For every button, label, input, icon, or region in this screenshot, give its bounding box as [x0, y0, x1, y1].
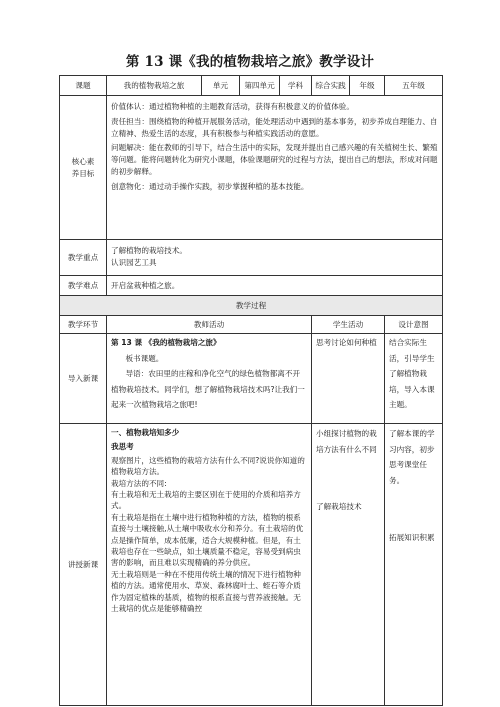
difficulty-content: 开启盆栽种植之旅。 [107, 276, 443, 296]
key-point-row [60, 240, 443, 276]
info-row [60, 76, 443, 96]
lesson-heading: 第 13 课 《我的植物栽培之旅》 [111, 338, 221, 347]
intent-cell [385, 424, 443, 706]
process-columns-row [60, 316, 443, 334]
key-point-item: 了解植物的栽培技术。 [111, 246, 187, 256]
intent-text: 了解本课的学习内容，初步思考课堂任务。 [389, 429, 435, 485]
student-text: 了解栽培技术 [316, 502, 362, 512]
literacy-content [107, 96, 443, 240]
student-activity-cell [312, 424, 385, 706]
col-stage-header: 教学环节 [60, 316, 107, 334]
literacy-item: 价值体认：通过植物种植的主题教育活动，获得有积极意义的价值体验。 [111, 102, 354, 111]
difficulty-label: 教学难点 [60, 276, 107, 296]
section-heading: 一、植物栽培知多少 [111, 428, 180, 437]
student-text: 小组探讨植物的栽培方法有什么不同 [316, 429, 377, 454]
grade-label: 年级 [350, 76, 385, 96]
col-student-header: 学生活动 [312, 316, 385, 334]
unit-value: 第四单元 [240, 76, 280, 96]
key-point-item: 认识园艺工具 [111, 258, 157, 267]
grade-value: 五年级 [385, 76, 443, 96]
key-point-label: 教学重点 [60, 240, 107, 276]
teacher-text: 观察图片，这些植物的栽培方法有什么不同?说说你知道的植物栽培方法。 [111, 455, 305, 477]
literacy-row [60, 96, 443, 240]
literacy-item: 创意物化：通过动手操作实践，初步掌握种植的基本技能。 [111, 181, 309, 191]
difficulty-row [60, 276, 443, 296]
literacy-item: 问题解决：能在教师的引导下，结合生活中的实际，发现并提出自己感兴趣的有关植树生长、繁殖等问题。能将问题转化为研究小课题，体验课题研究的过程与方法，提出自己的想法，形成对问题的初步解释。 [111, 143, 438, 176]
subject-value: 综合实践 [312, 76, 350, 96]
teacher-activity-cell [107, 424, 312, 706]
student-activity-cell: 思考讨论如何种植 [312, 334, 385, 424]
stage-cell: 讲授新课 [60, 424, 107, 706]
teacher-text: 板书课题。 [125, 353, 164, 363]
subsection-heading: 我思考 [111, 442, 134, 452]
teacher-text: 有土栽培和无土栽培的主要区别在于使用的介质和培养方式。 [111, 490, 301, 511]
topic-label: 课题 [60, 76, 107, 96]
process-row-teach [60, 424, 443, 706]
teacher-text: 有土栽培是指在土壤中进行植物种植的方法，植物的根系直接与土壤接触,从土壤中吸收水分和养分。有土栽培的优点是操作简单，成本低廉，适合大规模种植。但是，有土栽培也存在一些缺点，如土壤质量不稳定，容易受到病虫害的影响，而且难以实现精确的养分供应。 [111, 512, 304, 568]
literacy-label: 核心素养目标 [60, 96, 107, 240]
teacher-text: 栽培方法的不同: [111, 478, 167, 488]
stage-cell: 导入新课 [60, 334, 107, 424]
intent-cell: 结合实际生活，引导学生了解植物栽培，导入本课主题。 [385, 334, 443, 424]
topic-value: 我的植物栽培之旅 [107, 76, 202, 96]
teacher-text: 无土栽培则是一种在不使用传统土壤的情况下进行植物种植的方法。通常使用水、草炭、森林腐叶土、蛭石等介质作为固定植株的基质，植物的根系直接与营养液接触。无土栽培的优点是能够精确控 [111, 569, 301, 613]
unit-label: 单元 [202, 76, 240, 96]
intent-text: 拓展知识积累 [389, 533, 435, 543]
teacher-activity-cell [107, 334, 312, 424]
col-teacher-header: 教师活动 [107, 316, 312, 334]
literacy-item: 责任担当：围绕植物的种植开展服务活动，能处理活动中遇到的基本事务，初步养成自理能力、自立精神、热爱生活的态度，具有积极参与种植实践活动的意愿。 [111, 116, 438, 138]
lesson-plan-table [59, 75, 443, 706]
page-title: 第 13 课《我的植物栽培之旅》教学设计 [125, 54, 375, 70]
key-point-content [107, 240, 443, 276]
teacher-text: 导语：农田里的庄稼和净化空气的绿色植物都离不开植物栽培技术。同学们，想了解植物栽培技术吗?让我们一起来一次植物栽培之旅吧! [111, 369, 305, 410]
process-header-row [60, 296, 443, 316]
process-row-intro [60, 334, 443, 424]
subject-label: 学科 [280, 76, 312, 96]
col-intent-header: 设计意图 [385, 316, 443, 334]
process-header: 教学过程 [60, 296, 443, 316]
